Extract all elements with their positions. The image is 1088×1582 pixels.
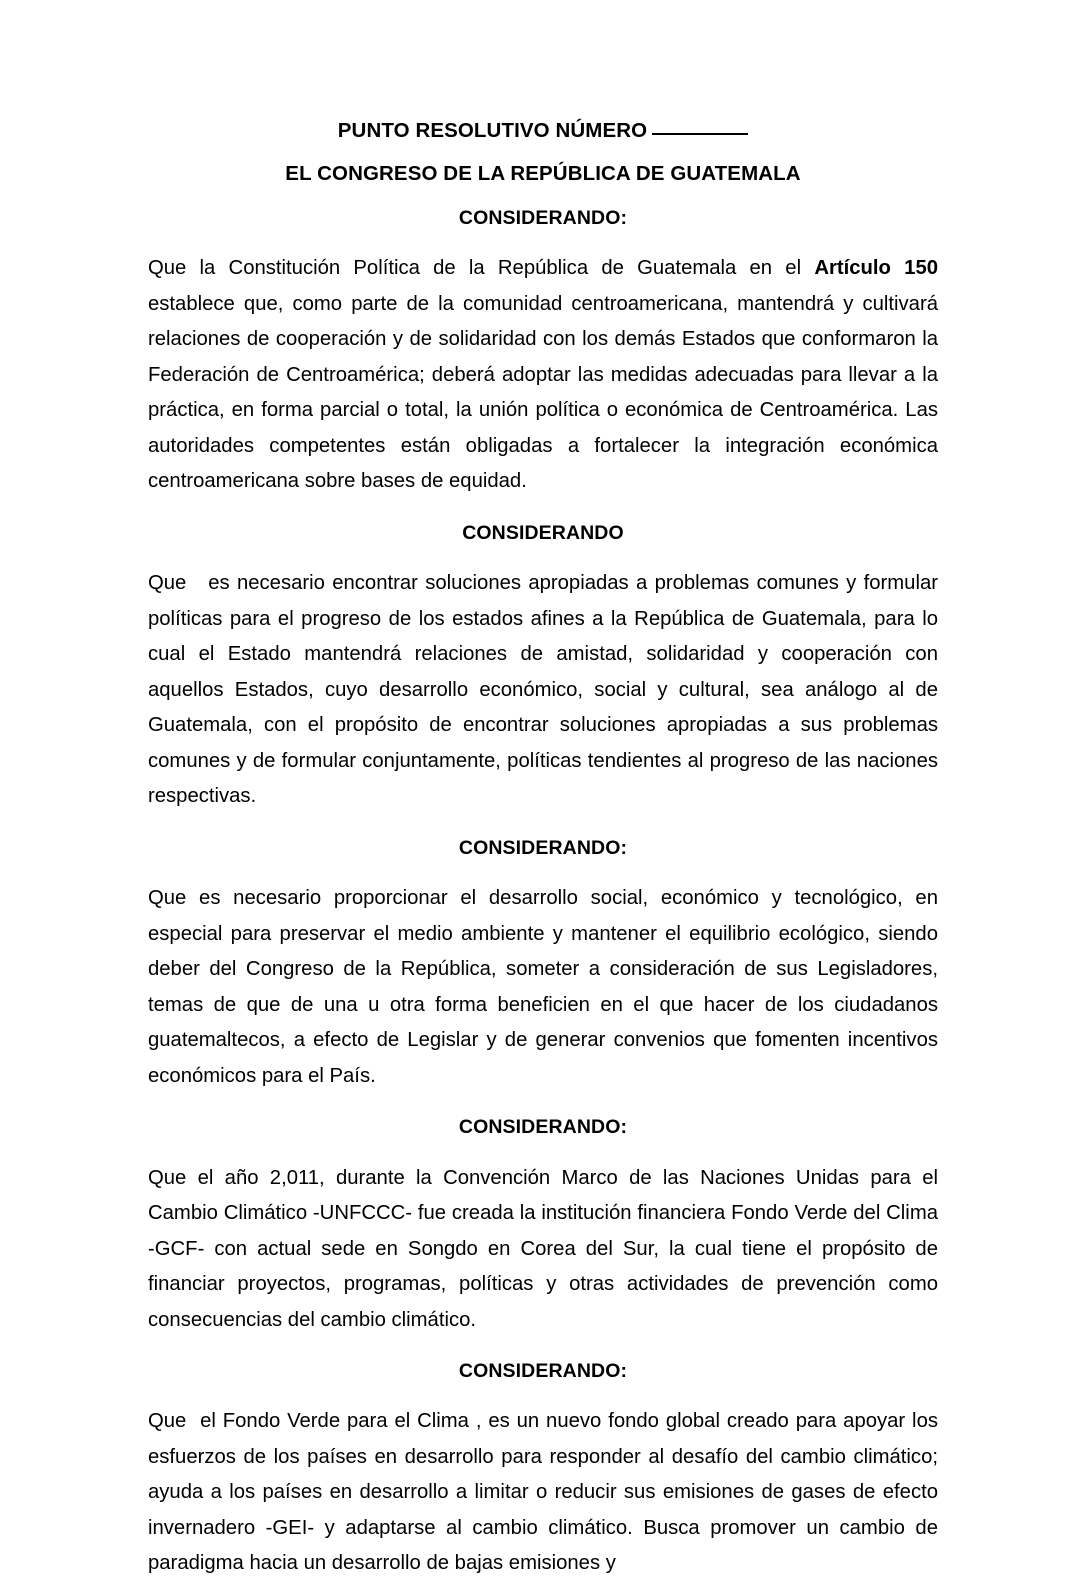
- section-heading-1: CONSIDERANDO:: [458, 207, 628, 229]
- document-title-text: PUNTO RESOLUTIVO NÚMERO: [337, 119, 648, 142]
- section-paragraph-5: Que el Fondo Verde para el Clima , es un nuevo fondo global creado para apoyar los esfuerzos de los países en desarrollo para responder al desafío del cambio climático; ayuda a los países en desarrollo a limitar o reducir sus emisiones de gases de efecto invernadero -GEI- y adaptarse al cambio climático. Busca promover un cambio de paradigma hacia un desarrollo de bajas emisiones y: [148, 1410, 944, 1575]
- section-heading-4: CONSIDERANDO:: [458, 1116, 628, 1139]
- section-paragraph-1: [148, 251, 944, 500]
- document-body: [148, 118, 944, 1582]
- section-heading-2: CONSIDERANDO: [462, 521, 624, 544]
- section-paragraph-2: Que es necesario encontrar soluciones apropiadas a problemas comunes y formular políticas para el progreso de los estados afines a la República de Guatemala, para lo cual el Estado mantendrá relaciones de amistad, solidaridad y cooperación con aquellos Estados, cuyo desarrollo económico, social y cultural, sea análogo al de Guatemala, con el propósito de encontrar soluciones apropiadas a sus problemas comunes y de formular conjuntamente, políticas tendientes al progreso de las naciones respectivas.: [148, 572, 944, 808]
- paragraph-1-article-reference: Artículo 150: [814, 257, 939, 280]
- section-heading-5: CONSIDERANDO:: [458, 1360, 628, 1382]
- paragraph-1-lead: Que la Constitución Política de la República de Guatemala en el: [148, 257, 815, 280]
- section-paragraph-3: Que es necesario proporcionar el desarrollo social, económico y tecnológico, en especial para preservar el medio ambiente y mantener el equilibrio ecológico, siendo deber del Congreso de la República, someter a consideración de sus Legisladores, temas de que de una u otra forma beneficien en el que hacer de los ciudadanos guatemaltecos, a efecto de Legislar y de generar convenios que fomenten incentivos económicos para el País.: [148, 887, 944, 1087]
- title-blank-fill-line: [652, 133, 748, 135]
- paragraph-1-rest: establece que, como parte de la comunidad centroamericana, mantendrá y cultivará relaciones de cooperación y de solidaridad con los demás Estados que conformaron la Federación de Centroamérica; deberá adoptar las medidas adecuadas para llevar a la práctica, en forma parcial o total, la unión política o económica de Centroamérica. Las autoridades competentes están obligadas a fortalecer la integración económica centroamericana sobre bases de equidad.: [148, 257, 944, 493]
- document-subtitle: EL CONGRESO DE LA REPÚBLICA DE GUATEMALA: [285, 162, 801, 185]
- document-title: [148, 118, 938, 143]
- section-heading-3: CONSIDERANDO:: [458, 836, 628, 859]
- section-paragraph-4: Que el año 2,011, durante la Convención Marco de las Naciones Unidas para el Cambio Climático -UNFCCC- fue creada la institución financiera Fondo Verde del Clima -GCF- con actual sede en Songdo en Corea del Sur, la cual tiene el propósito de financiar proyectos, programas, políticas y otras actividades de prevención como consecuencias del cambio climático.: [148, 1166, 944, 1331]
